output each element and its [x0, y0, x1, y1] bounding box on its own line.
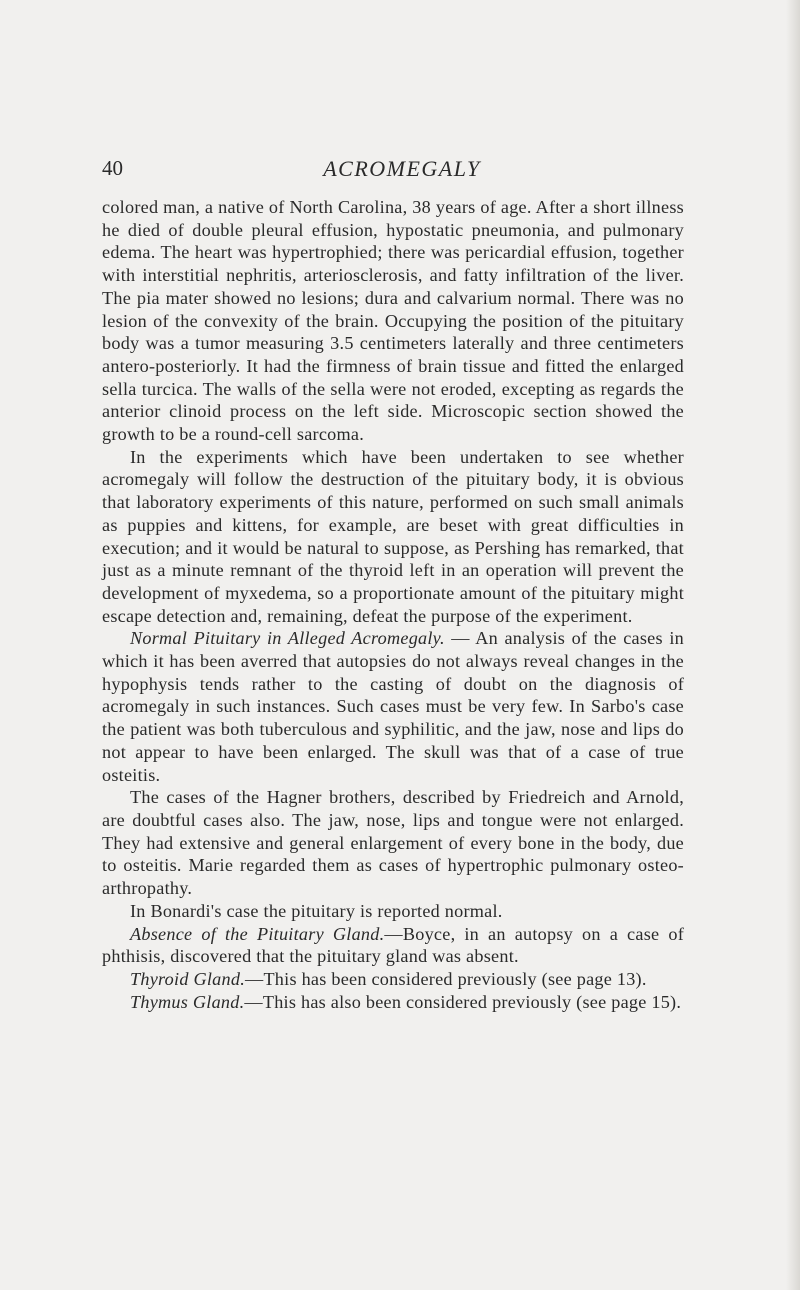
paragraph-thymus-gland — [102, 991, 684, 1014]
paragraph-hagner-brothers — [102, 786, 684, 900]
body-text — [102, 196, 684, 1013]
paragraph-text: colored man, a native of North Carolina, 38 years of age. After a short illness he died of double pleural effusion, hypostatic pneumonia, and pulmonary edema. The heart was hypertrophied; there was pericardial effusion, together with interstitial nephritis, arteriosclerosis, and fatty infiltration of the liver. The pia mater showed no lesions; dura and calvarium normal. There was no lesion of the convexity of the brain. Occupying the position of the pituitary body was a tumor measuring 3.5 centimeters laterally and three centimeters antero-posteriorly. It had the firmness of brain tissue and fitted the enlarged sella turcica. The walls of the sella were not eroded, excepting as regards the anterior clinoid process on the left side. Microscopic section showed the growth to be a round-cell sarcoma. — [102, 197, 684, 445]
paragraph-thyroid-gland — [102, 968, 684, 991]
paragraph-lead: Thymus Gland. — [130, 991, 245, 1012]
paragraph-text: The cases of the Hagner brothers, described by Friedreich and Arnold, are doubtful cases also. The jaw, nose, lips and tongue were not enlarged. They had extensive and general enlargement of every bone in the body, due to osteitis. Marie regarded them as cases of hypertrophic pulmonary osteo-arthropathy. — [102, 787, 684, 899]
paragraph-text: — An analysis of the cases in which it has been averred that autopsies do not always reveal changes in the hypophysis tends rather to the casting of doubt on the diagnosis of acromegaly in such instances. Such cases must be very few. In Sarbo's case the patient was both tuberculous and syphilitic, and the jaw, nose and lips do not appear to have been enlarged. The skull was that of a case of true osteitis. — [102, 628, 684, 785]
paragraph-bonardi — [102, 900, 684, 923]
paragraph-text: —This has also been considered previously (see page 15). — [244, 991, 682, 1012]
paragraph-absence-of-pituitary — [102, 923, 684, 968]
paragraph-case-continuation — [102, 196, 684, 446]
page-number: 40 — [102, 156, 123, 180]
page-header — [102, 156, 702, 186]
paragraph-text: —This has been considered previously (see page 13). — [245, 968, 647, 989]
paragraph-text: —Boyce, in an autopsy on a case of phthisis, discovered that the pituitary gland was absent. — [102, 923, 685, 967]
running-title: ACROMEGALY — [323, 156, 481, 181]
page-edge-shadow — [786, 0, 800, 1290]
paragraph-lead: Thyroid Gland. — [130, 968, 245, 989]
paragraph-lead: Normal Pituitary in Alleged Acromegaly. — [130, 628, 445, 649]
paragraph-text: In Bonardi's case the pituitary is reported normal. — [130, 900, 503, 921]
paragraph-normal-pituitary — [102, 627, 684, 786]
paragraph-lead: Absence of the Pituitary Gland. — [130, 923, 385, 944]
paragraph-experiments — [102, 446, 684, 628]
paragraph-text: In the experiments which have been undertaken to see whether acromegaly will follow the destruction of the pituitary body, it is obvious that laboratory experiments of this nature, performed on such small animals as puppies and kittens, for example, are beset with great difficulties in execution; and it would be natural to suppose, as Pershing has remarked, that just as a minute remnant of the thyroid left in an operation will prevent the development of myxedema, so a proportionate amount of the pituitary might escape detection and, remaining, defeat the purpose of the experiment. — [102, 446, 684, 626]
